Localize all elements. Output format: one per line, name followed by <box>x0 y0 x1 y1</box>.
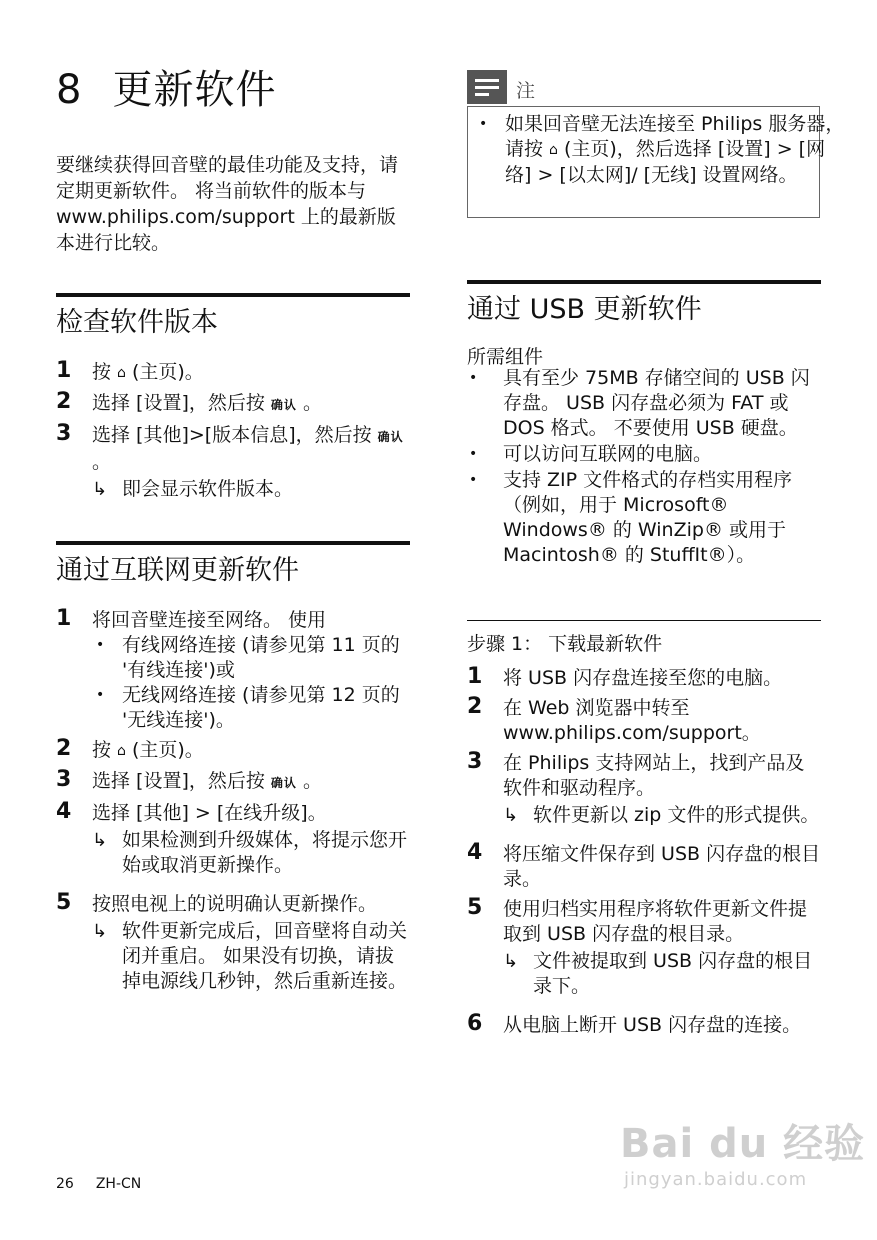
bullet-icon: • <box>96 687 105 703</box>
internet-update-section <box>56 541 410 589</box>
chapter-number: 8 <box>56 67 83 113</box>
requirements-list <box>467 366 819 569</box>
home-icon: ⌂ <box>549 142 558 158</box>
section-title: 通过互联网更新软件 <box>56 555 299 586</box>
check-version-section <box>56 293 410 341</box>
intro-paragraph: 要继续获得回音壁的最佳功能及支持，请定期更新软件。 将当前软件的版本与 www.philips.com/support 上的最新版本进行比较。 <box>56 154 399 254</box>
step-item: 1 按 ⌂ (主页)。 <box>56 360 410 386</box>
bullet-item: • 具有至少 75MB 存储空间的 USB 闪存盘。 USB 闪存盘必须为 FAT 或 DOS 格式。 不要使用 USB 硬盘。 <box>469 367 810 439</box>
step-number: 6 <box>467 1011 483 1036</box>
step-item: 4 选择 [其他] > [在线升级]。 ↳ 如果检测到升级媒体，将提示您开始或取消更新操作。 <box>56 801 410 878</box>
bullet-item: • 有线网络连接 (请参见第 11 页的 '有线连接')或 <box>96 634 400 681</box>
usb-steps <box>467 666 821 1043</box>
bullet-item: • 无线网络连接 (请参见第 12 页的 '无线连接')。 <box>96 684 400 731</box>
step-item: 2 选择 [设置]，然后按 确认 。 <box>56 389 322 414</box>
step-item: 5 使用归档实用程序将软件更新文件提取到 USB 闪存盘的根目录。 ↳ 文件被提取到 USB 闪存盘的根目录下。 <box>467 897 821 999</box>
home-icon: ⌂ <box>117 743 126 759</box>
step-result: ↳ 如果检测到升级媒体，将提示您开始或取消更新操作。 <box>92 829 408 876</box>
step-number: 3 <box>56 421 72 446</box>
bullet-icon: • <box>96 637 105 653</box>
step-item: 3 选择 [设置]，然后按 确认 。 <box>56 767 322 792</box>
section-title: 检查软件版本 <box>56 307 218 338</box>
result-arrow-icon: ↳ <box>92 479 108 500</box>
bullet-icon: • <box>469 472 478 488</box>
step-item: 1 将 USB 闪存盘连接至您的电脑。 <box>467 664 783 689</box>
step-result: ↳ 即会显示软件版本。 <box>92 478 294 500</box>
result-arrow-icon: ↳ <box>503 951 519 972</box>
step-number: 5 <box>467 895 483 920</box>
page-footer <box>56 1176 141 1192</box>
step-number: 1 <box>467 664 483 689</box>
watermark-logo-text: Bai du 经验 <box>620 1121 866 1167</box>
step-number: 2 <box>56 736 72 761</box>
step-number: 1 <box>56 606 72 631</box>
baidu-watermark <box>620 1112 865 1190</box>
step-number: 4 <box>467 840 483 865</box>
step-result: ↳ 软件更新完成后，回音壁将自动关闭并重启。 如果没有切换，请拔掉电源线几秒钟，然后重新连接。 <box>92 920 408 992</box>
bullet-icon: • <box>479 116 488 132</box>
chapter-title <box>56 58 276 115</box>
bullet-item: • 支持 ZIP 文件格式的存档实用程序（例如，用于 Microsoft® Windows® 的 WinZip® 或用于 Macintosh® 的 StuffIt®）。 <box>469 469 793 566</box>
bullet-item: • 可以访问互联网的电脑。 <box>469 443 713 465</box>
ok-key-label: 确认 <box>270 398 297 412</box>
result-arrow-icon: ↳ <box>92 830 108 851</box>
step-number: 5 <box>56 890 72 915</box>
step-number: 1 <box>56 358 72 383</box>
step-item: 4 将压缩文件保存到 USB 闪存盘的根目录。 <box>467 840 821 890</box>
step-item: 2 按 ⌂ (主页)。 <box>56 738 410 764</box>
chapter-title-text: 更新软件 <box>112 67 277 113</box>
result-arrow-icon: ↳ <box>503 805 519 826</box>
check-steps <box>56 360 410 507</box>
page-number: 26 <box>56 1176 74 1192</box>
requirements-title: 所需组件 <box>467 346 544 368</box>
note-label: 注 <box>516 80 536 102</box>
step-number: 3 <box>467 749 483 774</box>
section-title: 通过 USB 更新软件 <box>467 294 702 325</box>
step-item: 6 从电脑上断开 USB 闪存盘的连接。 <box>467 1011 802 1036</box>
bullet-icon: • <box>469 446 478 462</box>
home-icon: ⌂ <box>117 365 126 381</box>
usb-update-section <box>467 280 821 328</box>
step-result: ↳ 软件更新以 zip 文件的形式提供。 <box>503 804 820 826</box>
step-number: 4 <box>56 799 72 824</box>
language-code: ZH-CN <box>95 1176 142 1192</box>
ok-key-label: 确认 <box>270 776 297 790</box>
note-text: • 如果回音壁无法连接至 Philips 服务器，请按 ⌂ (主页)，然后选择 [设置] > [网络] > [以太网]/ [无线] 设置网络。 <box>479 113 845 186</box>
download-subsection <box>467 620 821 656</box>
result-arrow-icon: ↳ <box>92 921 108 942</box>
ok-key-label: 确认 <box>377 430 404 444</box>
step-result: ↳ 文件被提取到 USB 闪存盘的根目录下。 <box>503 950 813 997</box>
bullet-icon: • <box>469 370 478 386</box>
step-number: 2 <box>467 694 483 719</box>
step-item: 3 选择 [其他]>[版本信息]，然后按 确认 。 ↳ 即会显示软件版本。 <box>56 423 410 502</box>
internet-steps <box>56 608 410 999</box>
note-icon <box>467 70 507 104</box>
watermark-url: jingyan.baidu.com <box>624 1169 808 1190</box>
subsection-title: 步骤 1： 下载最新软件 <box>467 633 663 655</box>
step-item: 1 将回音壁连接至网络。 使用 • 有线网络连接 (请参见第 11 页的 '有线连接')或 • 无线网络连接 (请参见第 12 页的 '无线连接')。 <box>56 608 410 733</box>
step-number: 2 <box>56 389 72 414</box>
step-item: 3 在 Philips 支持网站上，找到产品及软件和驱动程序。 ↳ 软件更新以 zip 文件的形式提供。 <box>467 749 820 826</box>
step-number: 3 <box>56 767 72 792</box>
step-item: 2 在 Web 浏览器中转至 www.philips.com/support。 <box>467 694 761 744</box>
step-item: 5 按照电视上的说明确认更新操作。 ↳ 软件更新完成后，回音壁将自动关闭并重启。 如果没有切换，请拔掉电源线几秒钟，然后重新连接。 <box>56 892 410 994</box>
